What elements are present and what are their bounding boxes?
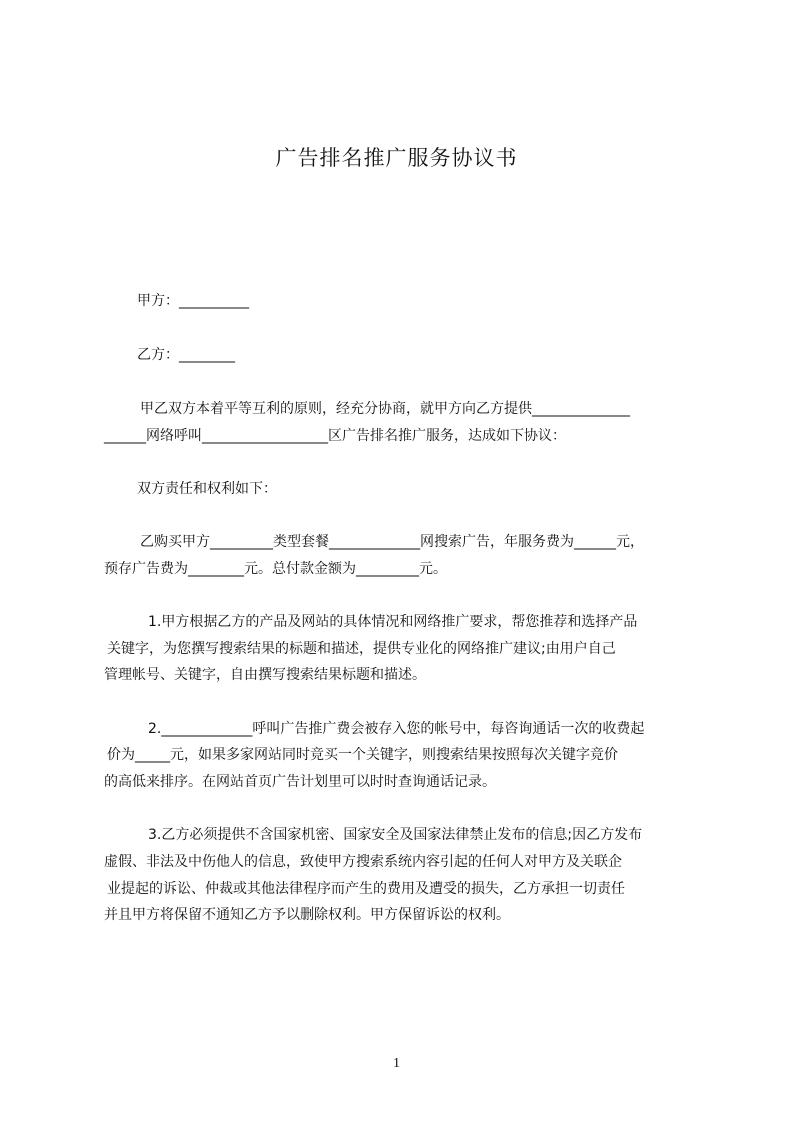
clause-2-line-3: 的高低来排序。在网站首页广告计划里可以时时查询通话记录。 bbox=[104, 774, 496, 790]
purchase-line-1: 乙购买甲方_________类型套餐_____________网搜索广告，年服务费为______元， bbox=[140, 534, 644, 550]
clause-3-line-2: 虚假、非法及中伤他人的信息，致使甲方搜索系统内容引起的任何人对甲方及关联企 bbox=[104, 854, 622, 870]
purchase-line-2: 预存广告费为________元。总付款金额为_________元。 bbox=[104, 561, 447, 577]
party-b-line: 乙方：________ bbox=[137, 347, 235, 363]
clause-3-line-3: 业提起的诉讼、仲裁或其他法律程序而产生的费用及遭受的损失，乙方承担一切责任 bbox=[107, 881, 625, 897]
page-number: 1 bbox=[393, 1056, 400, 1071]
clause-1-line-2: 关键字，为您撰写搜索结果的标题和描述，提供专业化的网络推广建议;由用户自己 bbox=[107, 641, 616, 657]
clause-2-line-1: 2._____________呼叫广告推广费会被存入您的帐号中，每咨询通话一次的收费起 bbox=[148, 721, 645, 737]
clause-1-line-3: 管理帐号、关键字，自由撰写搜索结果标题和描述。 bbox=[104, 667, 426, 683]
intro-line-2: ______网络呼叫__________________区广告排名推广服务，达成如下协议： bbox=[104, 428, 566, 444]
intro-line-1: 甲乙双方本着平等互利的原则，经充分协商，就甲方向乙方提供______________ bbox=[140, 401, 630, 417]
clause-3-line-1: 3.乙方必须提供不含国家机密、国家安全及国家法律禁止发布的信息;因乙方发布 bbox=[148, 827, 643, 843]
clause-1-line-1: 1.甲方根据乙方的产品及网站的具体情况和网络推广要求，帮您推荐和选择产品 bbox=[148, 614, 638, 630]
clause-2-line-2: 价为_____元，如果多家网站同时竞买一个关键字，则搜索结果按照每次关键字竞价 bbox=[107, 747, 618, 763]
document-title: 广告排名推广服务协议书 bbox=[275, 146, 518, 170]
party-a-line: 甲方：__________ bbox=[137, 293, 249, 309]
clause-3-line-4: 并且甲方将保留不通知乙方予以删除权利。甲方保留诉讼的权利。 bbox=[104, 907, 510, 923]
duties-heading: 双方责任和权利如下： bbox=[137, 481, 277, 497]
